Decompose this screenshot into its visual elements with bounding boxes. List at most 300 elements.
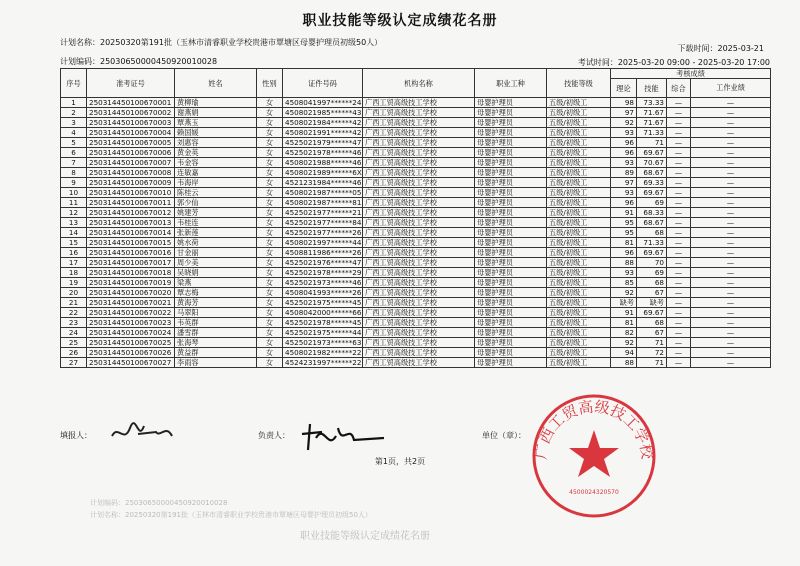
cell-overall: — (667, 288, 691, 298)
cell-skill: 71.67 (637, 108, 667, 118)
cell-overall: — (667, 158, 691, 168)
cell-level: 五级/初级工 (547, 198, 611, 208)
cell-id: 4508021985******43 (283, 108, 363, 118)
cell-id: 4508021991******42 (283, 128, 363, 138)
cell-theory: 缺考 (611, 298, 637, 308)
cell-name: 谢燕娟 (175, 108, 257, 118)
cell-ticket: 250314450100670003 (87, 118, 175, 128)
cell-id: 4508021988******46 (283, 158, 363, 168)
cell-theory: 95 (611, 228, 637, 238)
cell-work: — (691, 148, 771, 158)
cell-org: 广西工贸高级技工学校 (363, 298, 475, 308)
cell-theory: 93 (611, 128, 637, 138)
table-row (61, 288, 771, 298)
cell-work: — (691, 288, 771, 298)
cell-skill: 71.33 (637, 238, 667, 248)
cell-level: 五级/初级工 (547, 328, 611, 338)
cell-level: 五级/初级工 (547, 208, 611, 218)
cell-seq: 12 (61, 208, 87, 218)
cell-gender: 女 (257, 338, 283, 348)
cell-theory: 96 (611, 138, 637, 148)
cell-overall: — (667, 208, 691, 218)
header-job: 职业工种 (475, 69, 547, 98)
cell-skill: 71.67 (637, 118, 667, 128)
cell-name: 姚建芳 (175, 208, 257, 218)
cell-work: — (691, 98, 771, 108)
cell-job: 母婴护理员 (475, 108, 547, 118)
cell-seq: 17 (61, 258, 87, 268)
cell-ticket: 250314450100670010 (87, 188, 175, 198)
cell-ticket: 250314450100670004 (87, 128, 175, 138)
table-row (61, 208, 771, 218)
cell-gender: 女 (257, 258, 283, 268)
cell-overall: — (667, 298, 691, 308)
table-row (61, 158, 771, 168)
cell-overall: — (667, 338, 691, 348)
cell-gender: 女 (257, 138, 283, 148)
cell-gender: 女 (257, 268, 283, 278)
cell-job: 母婴护理员 (475, 178, 547, 188)
cell-level: 五级/初级工 (547, 138, 611, 148)
table-row (61, 138, 771, 148)
cell-job: 母婴护理员 (475, 158, 547, 168)
cell-overall: — (667, 308, 691, 318)
cell-seq: 22 (61, 308, 87, 318)
cell-work: — (691, 108, 771, 118)
cell-work: — (691, 238, 771, 248)
cell-work: — (691, 308, 771, 318)
cell-gender: 女 (257, 198, 283, 208)
cell-seq: 27 (61, 358, 87, 368)
cell-org: 广西工贸高级技工学校 (363, 308, 475, 318)
cell-name: 黄金英 (175, 148, 257, 158)
cell-org: 广西工贸高级技工学校 (363, 228, 475, 238)
cell-job: 母婴护理员 (475, 218, 547, 228)
cell-ticket: 250314450100670013 (87, 218, 175, 228)
cell-skill: 69.67 (637, 188, 667, 198)
cell-theory: 93 (611, 268, 637, 278)
cell-level: 五级/初级工 (547, 188, 611, 198)
cell-id: 4525021978******46 (283, 148, 363, 158)
cell-gender: 女 (257, 118, 283, 128)
cell-ticket: 250314450100670007 (87, 158, 175, 168)
cell-name: 梁燕 (175, 278, 257, 288)
cell-gender: 女 (257, 168, 283, 178)
cell-job: 母婴护理员 (475, 348, 547, 358)
cell-seq: 19 (61, 278, 87, 288)
cell-id: 4525021975******45 (283, 298, 363, 308)
table-row (61, 198, 771, 208)
table-row (61, 268, 771, 278)
cell-seq: 18 (61, 268, 87, 278)
cell-name: 赖国媛 (175, 128, 257, 138)
cell-org: 广西工贸高级技工学校 (363, 98, 475, 108)
cell-name: 马翠阳 (175, 308, 257, 318)
cell-id: 4508021989******6X (283, 168, 363, 178)
cell-gender: 女 (257, 208, 283, 218)
cell-job: 母婴护理员 (475, 208, 547, 218)
cell-org: 广西工贸高级技工学校 (363, 288, 475, 298)
cell-skill: 68 (637, 228, 667, 238)
cell-level: 五级/初级工 (547, 258, 611, 268)
cell-ticket: 250314450100670027 (87, 358, 175, 368)
cell-ticket: 250314450100670001 (87, 98, 175, 108)
cell-work: — (691, 298, 771, 308)
cell-org: 广西工贸高级技工学校 (363, 128, 475, 138)
cell-gender: 女 (257, 278, 283, 288)
cell-org: 广西工贸高级技工学校 (363, 198, 475, 208)
cell-level: 五级/初级工 (547, 98, 611, 108)
header-seq: 序号 (61, 69, 87, 98)
cell-name: 刘惠容 (175, 138, 257, 148)
cell-theory: 81 (611, 318, 637, 328)
cell-id: 4525021978******45 (283, 318, 363, 328)
cell-skill: 69 (637, 268, 667, 278)
faded-text-2: 计划名称：20250320第191批（玉林市清睿职业学校贵港市覃塘区母婴护理员初级50人） (90, 511, 372, 519)
cell-work: — (691, 328, 771, 338)
cell-id: 4525021975******44 (283, 328, 363, 338)
header-name: 姓名 (175, 69, 257, 98)
table-row (61, 218, 771, 228)
header-overall: 综合 (667, 79, 691, 98)
cell-overall: — (667, 318, 691, 328)
cell-overall: — (667, 228, 691, 238)
cell-work: — (691, 258, 771, 268)
cell-theory: 88 (611, 358, 637, 368)
cell-gender: 女 (257, 188, 283, 198)
cell-gender: 女 (257, 358, 283, 368)
cell-gender: 女 (257, 288, 283, 298)
cell-job: 母婴护理员 (475, 258, 547, 268)
responsible-label: 负责人： (258, 431, 290, 440)
cell-name: 李雨容 (175, 358, 257, 368)
cell-work: — (691, 348, 771, 358)
header-id: 证件号码 (283, 69, 363, 98)
header-level: 技能等级 (547, 69, 611, 98)
cell-name: 黄柳瑜 (175, 98, 257, 108)
cell-theory: 91 (611, 208, 637, 218)
cell-id: 4525021977******21 (283, 208, 363, 218)
download-time: 下载时间：2025-03-21 (677, 44, 764, 53)
cell-skill: 69.67 (637, 248, 667, 258)
cell-ticket: 250314450100670019 (87, 278, 175, 288)
table-row (61, 298, 771, 308)
cell-seq: 7 (61, 158, 87, 168)
header-theory: 理论 (611, 79, 637, 98)
table-row (61, 178, 771, 188)
cell-skill: 73.33 (637, 98, 667, 108)
cell-org: 广西工贸高级技工学校 (363, 208, 475, 218)
cell-seq: 13 (61, 218, 87, 228)
cell-gender: 女 (257, 178, 283, 188)
cell-theory: 95 (611, 218, 637, 228)
cell-overall: — (667, 148, 691, 158)
cell-work: — (691, 198, 771, 208)
cell-work: — (691, 248, 771, 258)
cell-ticket: 250314450100670025 (87, 338, 175, 348)
cell-work: — (691, 358, 771, 368)
cell-seq: 20 (61, 288, 87, 298)
cell-name: 甘金丽 (175, 248, 257, 258)
cell-theory: 93 (611, 188, 637, 198)
faded-text-3: 职业技能等级认定成绩花名册 (300, 531, 430, 542)
cell-job: 母婴护理员 (475, 98, 547, 108)
cell-id: 4521231984******46 (283, 178, 363, 188)
cell-overall: — (667, 268, 691, 278)
cell-org: 广西工贸高级技工学校 (363, 268, 475, 278)
exam-time: 考试时间：2025-03-20 09:00 - 2025-03-20 17:00 (577, 58, 770, 67)
cell-ticket: 250314450100670021 (87, 298, 175, 308)
cell-skill: 69.33 (637, 178, 667, 188)
cell-seq: 25 (61, 338, 87, 348)
cell-theory: 97 (611, 178, 637, 188)
cell-work: — (691, 118, 771, 128)
cell-work: — (691, 338, 771, 348)
cell-name: 姚水荷 (175, 238, 257, 248)
cell-org: 广西工贸高级技工学校 (363, 358, 475, 368)
cell-level: 五级/初级工 (547, 358, 611, 368)
responsible-signature (298, 420, 388, 454)
score-roster-table (60, 68, 771, 368)
cell-seq: 14 (61, 228, 87, 238)
cell-id: 4525021973******63 (283, 338, 363, 348)
cell-theory: 98 (611, 98, 637, 108)
cell-org: 广西工贸高级技工学校 (363, 158, 475, 168)
cell-id: 4525021979******47 (283, 138, 363, 148)
table-row (61, 308, 771, 318)
cell-overall: — (667, 118, 691, 128)
cell-seq: 9 (61, 178, 87, 188)
cell-seq: 1 (61, 98, 87, 108)
cell-overall: — (667, 358, 691, 368)
cell-overall: — (667, 128, 691, 138)
cell-level: 五级/初级工 (547, 348, 611, 358)
cell-name: 黄益群 (175, 348, 257, 358)
cell-overall: — (667, 238, 691, 248)
cell-skill: 68 (637, 278, 667, 288)
cell-gender: 女 (257, 98, 283, 108)
cell-level: 五级/初级工 (547, 168, 611, 178)
cell-level: 五级/初级工 (547, 108, 611, 118)
cell-ticket: 250314450100670018 (87, 268, 175, 278)
cell-org: 广西工贸高级技工学校 (363, 138, 475, 148)
table-row (61, 228, 771, 238)
cell-seq: 21 (61, 298, 87, 308)
cell-theory: 82 (611, 328, 637, 338)
cell-gender: 女 (257, 228, 283, 238)
cell-overall: — (667, 278, 691, 288)
cell-org: 广西工贸高级技工学校 (363, 248, 475, 258)
cell-name: 周少美 (175, 258, 257, 268)
cell-org: 广西工贸高级技工学校 (363, 278, 475, 288)
cell-gender: 女 (257, 158, 283, 168)
cell-id: 4524231997******22 (283, 358, 363, 368)
official-stamp (524, 386, 664, 526)
cell-skill: 71.33 (637, 128, 667, 138)
cell-level: 五级/初级工 (547, 248, 611, 258)
cell-seq: 5 (61, 138, 87, 148)
cell-name: 吴晓娟 (175, 268, 257, 278)
cell-overall: — (667, 178, 691, 188)
cell-theory: 88 (611, 258, 637, 268)
cell-name: 覃燕玉 (175, 118, 257, 128)
cell-org: 广西工贸高级技工学校 (363, 178, 475, 188)
cell-seq: 3 (61, 118, 87, 128)
cell-ticket: 250314450100670023 (87, 318, 175, 328)
cell-theory: 96 (611, 148, 637, 158)
cell-skill: 69 (637, 198, 667, 208)
filler-label: 填报人： (60, 431, 92, 440)
cell-org: 广西工贸高级技工学校 (363, 148, 475, 158)
cell-job: 母婴护理员 (475, 338, 547, 348)
cell-seq: 6 (61, 148, 87, 158)
cell-name: 郭少仙 (175, 198, 257, 208)
cell-overall: — (667, 198, 691, 208)
cell-org: 广西工贸高级技工学校 (363, 168, 475, 178)
cell-skill: 69.67 (637, 308, 667, 318)
unit-label: 单位（章）： (482, 431, 526, 440)
cell-gender: 女 (257, 128, 283, 138)
cell-skill: 68.67 (637, 218, 667, 228)
header-skill: 技能 (637, 79, 667, 98)
cell-id: 4508041997******24 (283, 98, 363, 108)
cell-overall: — (667, 348, 691, 358)
cell-org: 广西工贸高级技工学校 (363, 108, 475, 118)
cell-ticket: 250314450100670014 (87, 228, 175, 238)
cell-work: — (691, 188, 771, 198)
faded-text-1: 计划编码：25030650000450920010028 (90, 499, 228, 507)
cell-id: 4508041993******26 (283, 288, 363, 298)
cell-gender: 女 (257, 328, 283, 338)
cell-ticket: 250314450100670017 (87, 258, 175, 268)
table-row (61, 168, 771, 178)
cell-name: 覃志梅 (175, 288, 257, 298)
stamp-number: 4500024320570 (569, 489, 619, 496)
cell-theory: 89 (611, 168, 637, 178)
cell-gender: 女 (257, 218, 283, 228)
cell-job: 母婴护理员 (475, 168, 547, 178)
cell-skill: 71 (637, 138, 667, 148)
cell-skill: 67 (637, 328, 667, 338)
cell-skill: 71 (637, 338, 667, 348)
cell-overall: — (667, 258, 691, 268)
cell-id: 4525021978******29 (283, 268, 363, 278)
cell-org: 广西工贸高级技工学校 (363, 238, 475, 248)
page-number: 第1页，共2页 (374, 457, 426, 466)
cell-job: 母婴护理员 (475, 328, 547, 338)
cell-job: 母婴护理员 (475, 128, 547, 138)
cell-name: 韦金容 (175, 158, 257, 168)
cell-theory: 93 (611, 158, 637, 168)
cell-theory: 97 (611, 108, 637, 118)
table-row (61, 188, 771, 198)
table-row (61, 128, 771, 138)
cell-overall: — (667, 188, 691, 198)
cell-gender: 女 (257, 238, 283, 248)
cell-work: — (691, 158, 771, 168)
cell-work: — (691, 208, 771, 218)
cell-work: — (691, 168, 771, 178)
cell-name: 潘雪群 (175, 328, 257, 338)
cell-id: 4508021997******44 (283, 238, 363, 248)
table-row (61, 238, 771, 248)
cell-org: 广西工贸高级技工学校 (363, 348, 475, 358)
cell-name: 张新莲 (175, 228, 257, 238)
cell-level: 五级/初级工 (547, 268, 611, 278)
cell-org: 广西工贸高级技工学校 (363, 338, 475, 348)
cell-seq: 26 (61, 348, 87, 358)
cell-theory: 92 (611, 118, 637, 128)
cell-job: 母婴护理员 (475, 188, 547, 198)
table-row (61, 358, 771, 368)
cell-overall: — (667, 168, 691, 178)
cell-work: — (691, 178, 771, 188)
cell-seq: 4 (61, 128, 87, 138)
cell-seq: 15 (61, 238, 87, 248)
cell-skill: 67 (637, 288, 667, 298)
cell-gender: 女 (257, 298, 283, 308)
cell-level: 五级/初级工 (547, 308, 611, 318)
cell-ticket: 250314450100670020 (87, 288, 175, 298)
header-ticket: 准考证号 (87, 69, 175, 98)
cell-job: 母婴护理员 (475, 278, 547, 288)
cell-level: 五级/初级工 (547, 228, 611, 238)
cell-ticket: 250314450100670012 (87, 208, 175, 218)
cell-id: 4508042000******66 (283, 308, 363, 318)
cell-gender: 女 (257, 318, 283, 328)
cell-ticket: 250314450100670015 (87, 238, 175, 248)
cell-skill: 71 (637, 358, 667, 368)
cell-name: 张海琴 (175, 338, 257, 348)
cell-overall: — (667, 98, 691, 108)
cell-id: 4508021987******05 (283, 188, 363, 198)
cell-name: 连敏嘉 (175, 168, 257, 178)
cell-theory: 91 (611, 308, 637, 318)
cell-org: 广西工贸高级技工学校 (363, 218, 475, 228)
cell-work: — (691, 268, 771, 278)
plan-code: 计划编码：25030650000450920010028 (60, 57, 218, 66)
cell-level: 五级/初级工 (547, 298, 611, 308)
filler-signature (108, 418, 178, 448)
cell-work: — (691, 128, 771, 138)
cell-job: 母婴护理员 (475, 118, 547, 128)
table-row (61, 338, 771, 348)
cell-work: — (691, 318, 771, 328)
cell-gender: 女 (257, 348, 283, 358)
cell-id: 4508021984******42 (283, 118, 363, 128)
cell-skill: 70 (637, 258, 667, 268)
cell-name: 韦海岸 (175, 178, 257, 188)
cell-job: 母婴护理员 (475, 358, 547, 368)
cell-level: 五级/初级工 (547, 288, 611, 298)
cell-ticket: 250314450100670024 (87, 328, 175, 338)
cell-org: 广西工贸高级技工学校 (363, 188, 475, 198)
cell-job: 母婴护理员 (475, 198, 547, 208)
cell-skill: 72 (637, 348, 667, 358)
cell-ticket: 250314450100670016 (87, 248, 175, 258)
cell-ticket: 250314450100670002 (87, 108, 175, 118)
cell-seq: 24 (61, 328, 87, 338)
table-row (61, 328, 771, 338)
cell-seq: 8 (61, 168, 87, 178)
cell-ticket: 250314450100670006 (87, 148, 175, 158)
cell-level: 五级/初级工 (547, 278, 611, 288)
stamp-text: 广西工贸高级技工学校 (531, 397, 657, 461)
cell-job: 母婴护理员 (475, 228, 547, 238)
table-row (61, 118, 771, 128)
cell-level: 五级/初级工 (547, 238, 611, 248)
cell-ticket: 250314450100670005 (87, 138, 175, 148)
